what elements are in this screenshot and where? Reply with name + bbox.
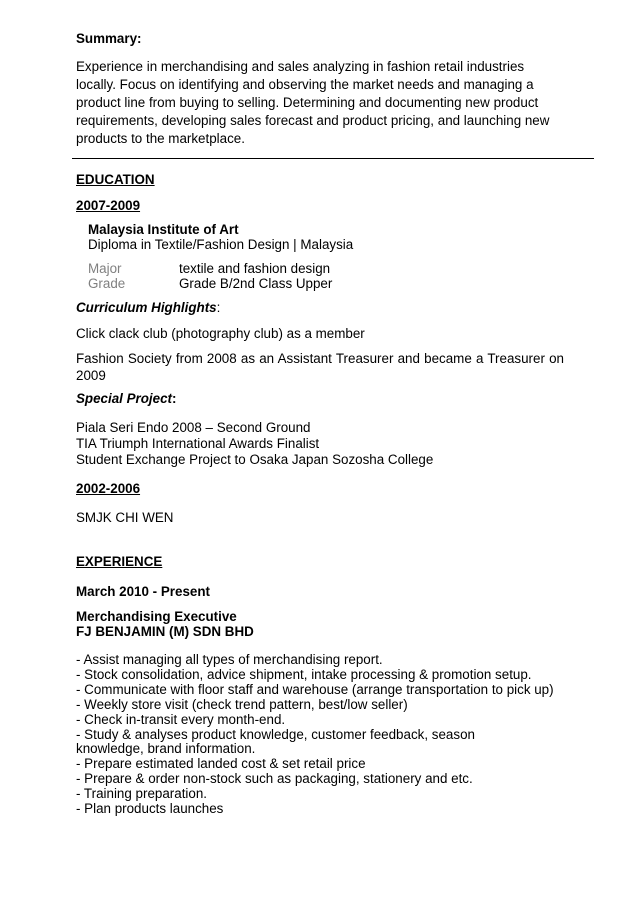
- task-item: - Communicate with floor staff and warehouse (arrange transportation to pick up): [76, 681, 554, 697]
- task-item: - Check in-transit every month-end.: [76, 711, 286, 727]
- special-project-item: Student Exchange Project to Osaka Japan Sozosha College: [76, 452, 434, 467]
- task-item: - Prepare estimated landed cost & set retail price: [76, 756, 366, 772]
- special-project-item: TIA Triumph International Awards Finalist: [76, 436, 320, 451]
- grade-value: Grade B/2nd Class Upper: [179, 276, 333, 291]
- major-label: Major: [88, 261, 122, 276]
- task-item: - Plan products launches: [76, 801, 224, 817]
- diploma-line: Diploma in Textile/Fashion Design | Malaysia: [88, 237, 354, 252]
- section-divider: [72, 158, 594, 159]
- curriculum-item: Click clack club (photography club) as a member: [76, 326, 365, 341]
- special-project-item: Piala Seri Endo 2008 – Second Ground: [76, 420, 311, 435]
- major-value: textile and fashion design: [179, 261, 331, 276]
- task-item: - Stock consolidation, advice shipment, intake processing & promotion setup.: [76, 666, 532, 682]
- special-project-heading: Special Project:: [76, 391, 177, 406]
- task-item: - Prepare & order non-stock such as packaging, stationery and etc.: [76, 771, 473, 787]
- curriculum-item: Fashion Society from 2008 as an Assistant Treasurer and became a Treasurer on 2009: [76, 351, 564, 383]
- company-name: FJ BENJAMIN (M) SDN BHD: [76, 624, 254, 639]
- experience-heading: EXPERIENCE: [76, 554, 163, 569]
- curriculum-heading: Curriculum Highlights:: [76, 300, 221, 315]
- institution-name: Malaysia Institute of Art: [88, 222, 239, 237]
- education-heading: EDUCATION: [76, 172, 155, 187]
- education-period-2: 2002-2006: [76, 481, 141, 496]
- task-list: [76, 652, 554, 817]
- task-item: - Training preparation.: [76, 786, 208, 802]
- task-item: - Assist managing all types of merchandising report.: [76, 652, 383, 667]
- task-item: - Weekly store visit (check trend pattern, best/low seller): [76, 696, 408, 712]
- education-period-1: 2007-2009: [76, 198, 141, 213]
- task-item: - Study & analyses product knowledge, customer feedback, season knowledge, brand information.: [76, 726, 475, 757]
- experience-period: March 2010 - Present: [76, 584, 210, 599]
- special-project-list: [76, 420, 433, 468]
- summary-heading: Summary:: [76, 31, 142, 46]
- grade-label: Grade: [88, 276, 126, 291]
- position-title: Merchandising Executive: [76, 609, 237, 624]
- summary-text: Experience in merchandising and sales analyzing in fashion retail industries locally. Focus on identifying and observing the market needs and managing a product line from buying to selling. Determining and documenting new product requirements, developing sales forecast and product pricing, and launching new products to the marketplace.: [76, 59, 550, 146]
- school-name: SMJK CHI WEN: [76, 510, 174, 525]
